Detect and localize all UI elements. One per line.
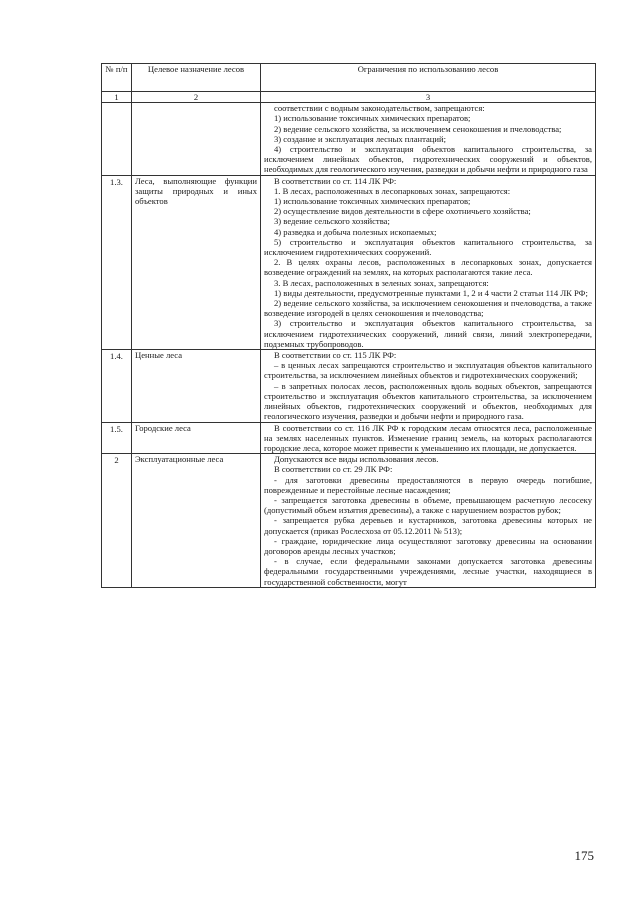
restriction-line: - для заготовки древесины предоставляются в первую очередь погибшие, поврежденные и перестойные лесные насаждения; [264, 474, 592, 495]
restriction-line: В соответствии со ст. 29 ЛК РФ: [274, 464, 393, 475]
restrictions-table [101, 63, 596, 588]
restriction-line: - граждане, юридические лица осуществляют заготовку древесины на основании договоров аренды лесных участков; [264, 535, 592, 556]
restriction-line: В соответствии со ст. 114 ЛК РФ: [274, 175, 397, 186]
restriction-line: 3) ведение сельского хозяйства; [274, 216, 390, 227]
restriction-line: 2) осуществление видов деятельности в сфере охотничьего хозяйства; [274, 206, 531, 217]
restriction-line: 2. В целях охраны лесов, расположенных в лесопарковых зонах, допускается возведение ограждений на землях, на которых располагаются такие леса. [264, 257, 592, 278]
table-row [102, 454, 596, 588]
restriction-line: 1. В лесах, расположенных в лесопарковых зонах, запрещаются: [274, 185, 511, 196]
row-number: 1.4. [102, 350, 132, 422]
restriction-line: 4) разведка и добыча полезных ископаемых; [274, 226, 437, 237]
restriction-line: - запрещается заготовка древесины в объеме, превышающем расчетную лесосеку (допустимый объем изъятия древесины), а также с нарушением возрастов рубок; [264, 494, 592, 516]
column-number: 1 [102, 92, 132, 103]
restriction-line: 1) использование токсичных химических препаратов; [274, 196, 471, 207]
forest-purpose: Эксплуатационные леса [132, 454, 261, 588]
restriction-line: 2) ведение сельского хозяйства, за исключением сенокошения и пчеловодства; [274, 123, 562, 134]
restriction-line: В соответствии со ст. 115 ЛК РФ: [274, 350, 397, 361]
header-row [102, 64, 596, 92]
header-restrictions: Ограничения по использованию лесов [261, 64, 596, 92]
row-number: 1.3. [102, 175, 132, 349]
page-number: 175 [574, 848, 594, 863]
restriction-line: 3. В лесах, расположенных в зеленых зонах, запрещаются: [274, 277, 489, 288]
row-number [102, 103, 132, 175]
restriction-line: В соответствии со ст. 116 ЛК РФ к городским лесам относятся леса, расположенные на землях населенных пунктов. Изменение границ земель, на которых располагаются городские леса, которое может привести к уменьшению их площади, не допускается. [264, 422, 592, 453]
header-number: № п/п [102, 64, 132, 92]
table-row [102, 175, 596, 349]
restriction-line: 3) строительство и эксплуатация объектов капитального строительства, за исключением гидротехнических сооружений, линий связи, линий электропередачи, подземных трубопроводов. [264, 318, 592, 349]
restriction-line: - в случае, если федеральными законами допускается заготовка древесины федеральными государственными учреждениями, лесные участки, находящиеся в государственной собственности, могут [264, 556, 592, 587]
restrictions-cell [261, 454, 596, 588]
restriction-line: 2) ведение сельского хозяйства, за исключением сенокошения и пчеловодства, а также возведение изгородей в целях сенокошения и пчеловодства; [264, 298, 592, 319]
row-number: 2 [102, 454, 132, 588]
restriction-line: 4) строительство и эксплуатация объектов капитального строительства, за исключением линейных объектов, гидротехнических сооружений и объектов, необходимых для геологического изучения, разведки и добычи нефти и природного газа [264, 144, 592, 175]
restriction-line: – в запретных полосах лесов, расположенных вдоль водных объектов, запрещаются строительство и эксплуатация объектов капитального строительства, за исключением линейных объектов, гидротехнических сооружений и объектов, необходимых для геологического изучения, разведки и добычи нефти и природного газа. [264, 380, 592, 422]
restrictions-cell [261, 350, 596, 422]
restriction-line: 3) создание и эксплуатация лесных плантаций; [274, 133, 446, 144]
column-number: 2 [132, 92, 261, 103]
table-row [102, 103, 596, 175]
restrictions-cell [261, 422, 596, 454]
column-number-row [102, 92, 596, 103]
restriction-line: 5) строительство и эксплуатация объектов капитального строительства, за исключением гидротехнических сооружений. [264, 236, 592, 258]
restriction-line: 1) использование токсичных химических препаратов; [274, 113, 471, 124]
restriction-line: соответствии с водным законодательством, запрещаются: [274, 103, 485, 114]
restriction-line: Допускаются все виды использования лесов. [274, 454, 439, 465]
restriction-line: - запрещается рубка деревьев и кустарников, заготовка древесины которых не допускается (приказ Рослесхоза от 05.12.2011 № 513); [264, 515, 592, 536]
forest-purpose: Ценные леса [132, 350, 261, 422]
restrictions-cell [261, 103, 596, 175]
header-purpose: Целевое назначение лесов [132, 64, 261, 92]
row-number: 1.5. [102, 422, 132, 454]
restriction-line: 1) виды деятельности, предусмотренные пунктами 1, 2 и 4 части 2 статьи 114 ЛК РФ; [274, 287, 588, 298]
forest-purpose [132, 103, 261, 175]
restriction-line: – в ценных лесах запрещаются строительство и эксплуатация объектов капитального строительства, за исключением линейных объектов и гидротехнических сооружений; [264, 360, 592, 381]
forest-purpose: Леса, выполняющие функции защиты природных и иных объектов [132, 175, 261, 349]
table-row [102, 350, 596, 422]
table-row [102, 422, 596, 454]
column-number: 3 [261, 92, 596, 103]
restrictions-cell [261, 175, 596, 349]
forest-purpose: Городские леса [132, 422, 261, 454]
